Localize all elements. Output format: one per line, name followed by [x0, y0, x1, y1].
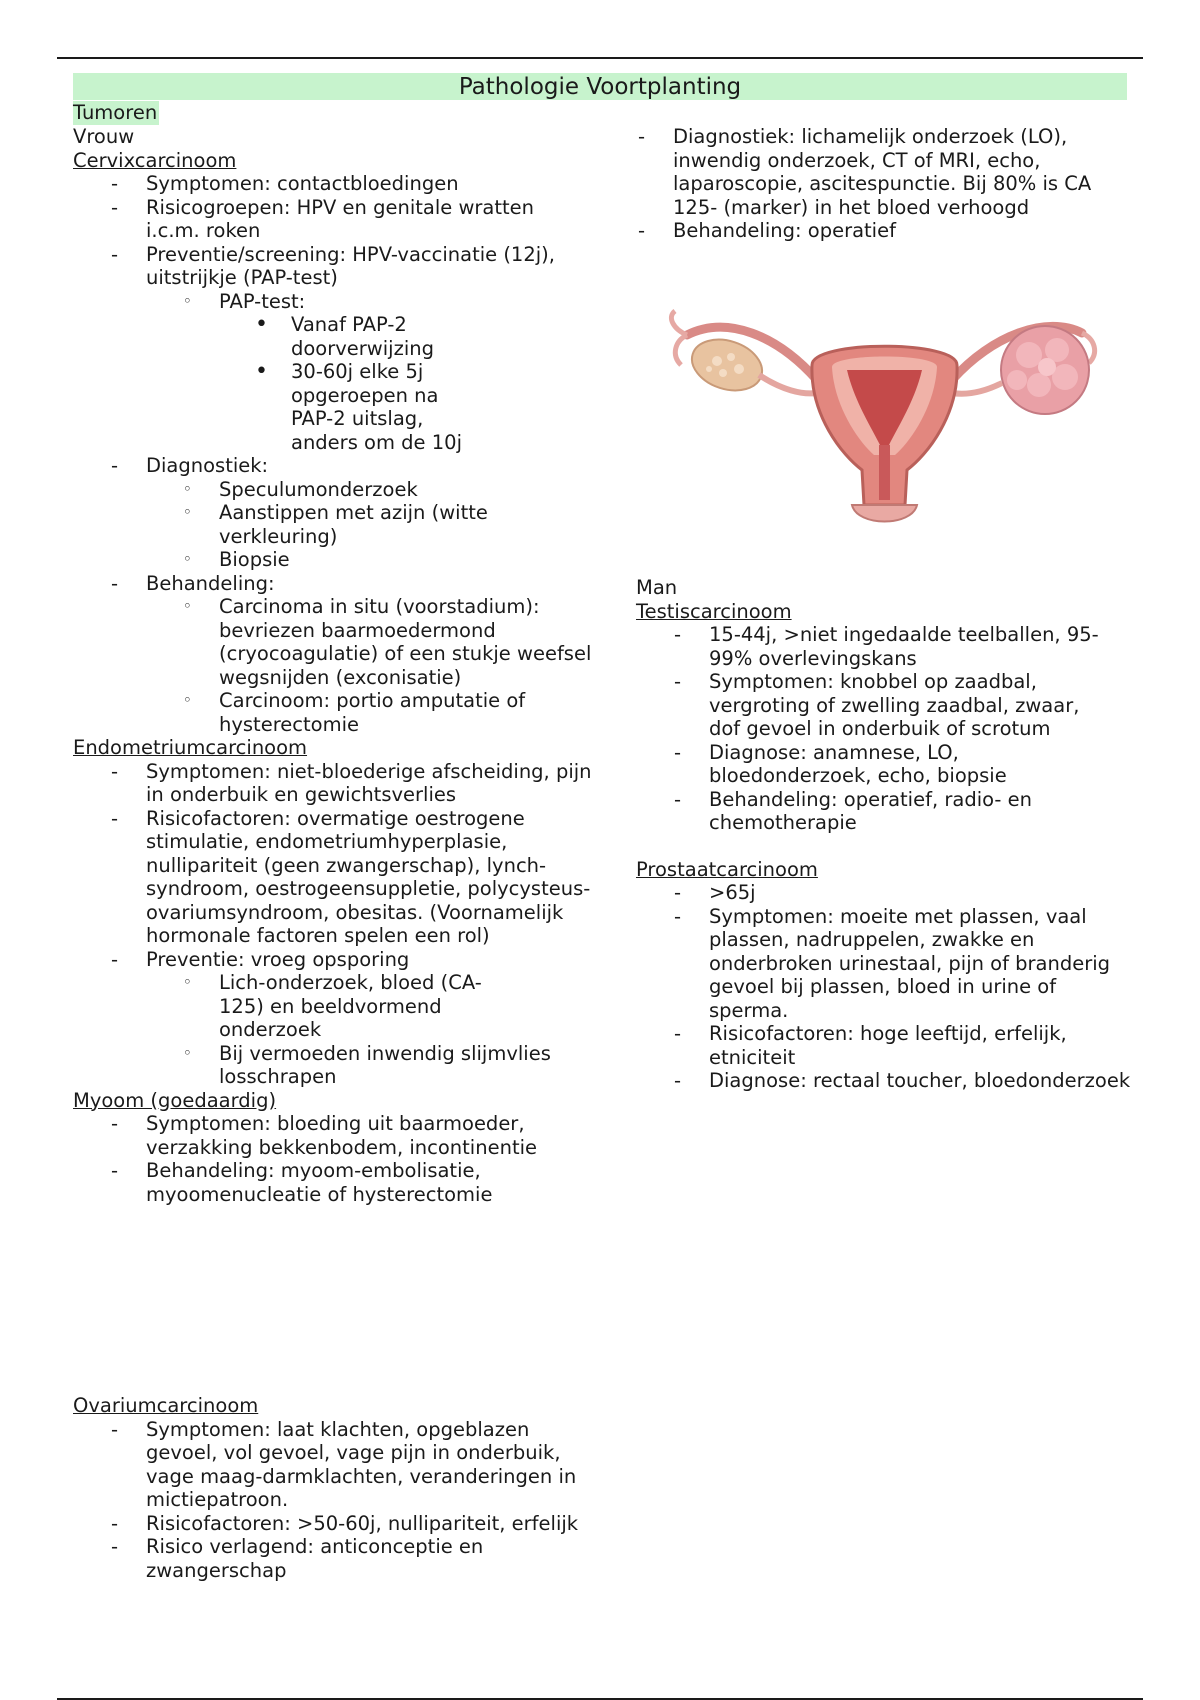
list-item: - Diagnostiek: lichamelijk onderzoek (LO), inwendig onderzoek, CT of MRI, echo, laparoscopie, ascitespunctie. Bij 80% is CA 125- (marker) in het bloed verhoogd	[600, 125, 1136, 219]
uterus-illustration-icon	[667, 305, 1100, 530]
list-item: ◦ Speculumonderzoek	[146, 478, 593, 502]
list-item: ◦ Bij vermoeden inwendig slijmvlies losschrapen	[146, 1042, 593, 1089]
list-item: ◦ Carcinoma in situ (voorstadium): bevriezen baarmoedermond (cryocoagulatie) of een stukje weefsel wegsnijden (exconisatie)	[146, 595, 593, 689]
list-item: - Behandeling: ◦ Carcinoma in situ (voorstadium): bevriezen baarmoedermond (cryocoagulatie) of een stukje weefsel wegsnijden (exconisatie) ◦ Carcinoom: portio amputatie of hysterectomie	[73, 572, 593, 737]
list-item: ◦ Aanstippen met azijn (witte verkleuring)	[146, 501, 499, 548]
list-item: - Behandeling: operatief	[600, 219, 1136, 243]
list-item: - 15-44j, >niet ingedaalde teelballen, 95-99% overlevingskans	[636, 623, 1116, 670]
list-item: • Vanaf PAP-2 doorverwijzing	[219, 313, 472, 360]
top-rule	[57, 57, 1143, 59]
list-item: - Diagnostiek: ◦ Speculumonderzoek ◦ Aanstippen met azijn (witte verkleuring) ◦ Biopsie	[73, 454, 593, 572]
heading-endometriumcarcinoom: Endometriumcarcinoom	[73, 736, 308, 759]
endometrium-list	[73, 760, 593, 1089]
testis-list	[636, 623, 1116, 835]
list-item: - Symptomen: laat klachten, opgeblazen gevoel, vol gevoel, vage pijn in onderbuik, vage maag-darmklachten, veranderingen in mictiepatroon.	[73, 1418, 593, 1512]
heading-myoom: Myoom (goedaardig)	[73, 1088, 277, 1112]
list-item: - Diagnose: rectaal toucher, bloedonderzoek	[636, 1069, 1131, 1093]
section-tag-tumoren: Tumoren	[73, 101, 158, 124]
list-item: • 30-60j elke 5j opgeroepen na PAP-2 uitslag, anders om de 10j	[219, 360, 472, 454]
list-item: - Behandeling: myoom-embolisatie, myoomenucleatie of hysterectomie	[73, 1159, 593, 1206]
sublist	[146, 478, 593, 572]
prostaat-list	[636, 881, 1131, 1093]
list-item: ◦ Lich-onderzoek, bloed (CA-125) en beeldvormend onderzoek	[146, 971, 519, 1042]
right-column-lower	[636, 576, 1136, 1093]
list-item: - Symptomen: knobbel op zaadbal, vergroting of zwelling zaadbal, zwaar, dof gevoel in onderbuik of scrotum	[636, 670, 1116, 741]
list-item: - >65j	[636, 881, 1131, 905]
ovarium-list	[73, 1418, 593, 1583]
list-item: - Risicogroepen: HPV en genitale wratten i.c.m. roken	[73, 196, 593, 243]
list-item: - Symptomen: bloeding uit baarmoeder, verzakking bekkenbodem, incontinentie	[73, 1112, 593, 1159]
list-item: - Risico verlagend: anticonceptie en zwangerschap	[73, 1535, 593, 1582]
list-item: - Preventie: vroeg opsporing ◦ Lich-onderzoek, bloed (CA-125) en beeldvormend onderzoek ◦ Bij vermoeden inwendig slijmvlies losschrapen	[73, 948, 593, 1089]
heading-ovariumcarcinoom: Ovariumcarcinoom	[73, 1394, 259, 1417]
subheading-man: Man	[636, 576, 678, 599]
list-item: ◦ Carcinoom: portio amputatie of hysterectomie	[146, 689, 593, 736]
left-column	[73, 125, 593, 1582]
list-item: - Symptomen: niet-bloederige afscheiding, pijn in onderbuik en gewichtsverlies	[73, 760, 593, 807]
list-item: - Symptomen: moeite met plassen, vaal plassen, nadruppelen, zwakke en onderbroken urinestaal, pijn of branderig gevoel bij plassen, bloed in urine of sperma.	[636, 905, 1131, 1023]
list-item: - Behandeling: operatief, radio- en chemotherapie	[636, 788, 1116, 835]
right-column	[636, 125, 1136, 243]
heading-testiscarcinoom: Testiscarcinoom	[636, 599, 792, 623]
list-item: - Risicofactoren: >50-60j, nullipariteit, erfelijk	[73, 1512, 593, 1536]
heading-cervixcarcinoom: Cervixcarcinoom	[73, 148, 237, 172]
list-item: ◦ PAP-test: • Vanaf PAP-2 doorverwijzing • 30-60j elke 5j opgeroepen na PAP-2 uitslag, anders om de 10j	[146, 290, 593, 455]
list-item: - Risicofactoren: hoge leeftijd, erfelijk, etniciteit	[636, 1022, 1131, 1069]
sublist	[146, 971, 593, 1089]
heading-prostaatcarcinoom: Prostaatcarcinoom	[636, 857, 818, 881]
sublist	[146, 290, 593, 455]
list-item: - Diagnose: anamnese, LO, bloedonderzoek, echo, biopsie	[636, 741, 1116, 788]
page-title: Pathologie Voortplanting	[73, 73, 1127, 100]
sublist	[146, 595, 593, 736]
cervix-list	[73, 172, 593, 736]
sublist	[219, 313, 472, 454]
list-item: - Risicofactoren: overmatige oestrogene stimulatie, endometriumhyperplasie, nullipariteit (geen zwangerschap), lynch-syndroom, oestrogeensuppletie, polycysteus-ovariumsyndroom, obesitas. (Voornamelijk hormonale factoren spelen een rol)	[73, 807, 593, 948]
list-item: - Preventie/screening: HPV-vaccinatie (12j), uitstrijkje (PAP-test) ◦ PAP-test: • Vanaf PAP-2 doorverwijzing • 30-60j elke 5j opgeroepen na PAP-2 uitslag, anders om de 10j	[73, 243, 593, 455]
ovarium-continued-list	[600, 125, 1136, 243]
list-item: - Symptomen: contactbloedingen	[73, 172, 593, 196]
list-item: ◦ Biopsie	[146, 548, 593, 572]
subheading-vrouw: Vrouw	[73, 125, 135, 148]
myoom-list	[73, 1112, 593, 1206]
